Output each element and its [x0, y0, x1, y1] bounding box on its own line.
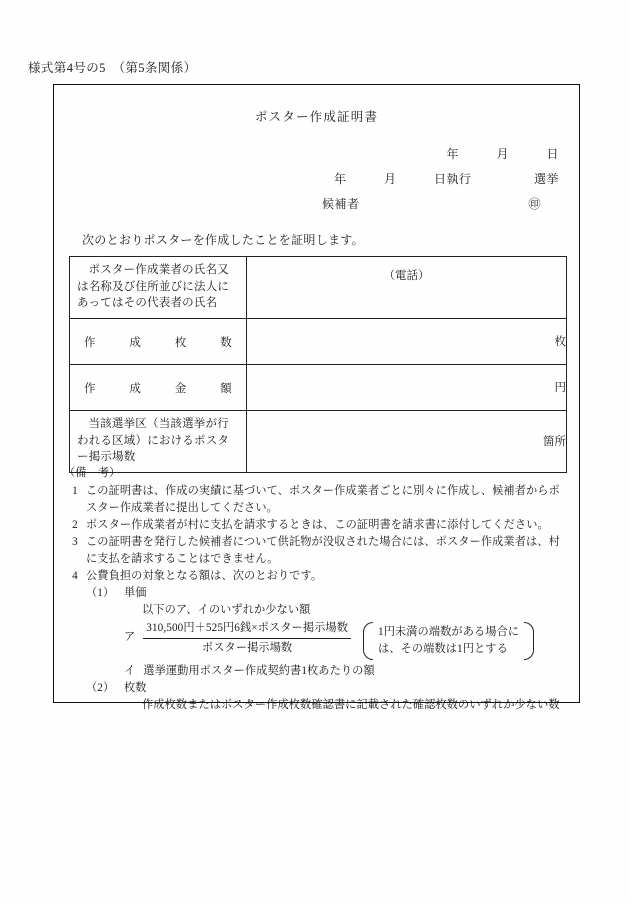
sub-item-label: 単価	[124, 587, 147, 600]
remark-line: この証明書は、作成の実績に基づいて、ポスター作成業者ごとに別々に作成し、候補者からポ	[86, 485, 560, 498]
contractor-name-label: ポスター作成業者の氏名又は名称及び住所並びに法人にあってはその代表者の氏名	[77, 264, 230, 310]
rounding-note-line: 1円未満の端数がある場合に	[378, 626, 520, 639]
page-title: ポスター作成証明書	[254, 110, 379, 124]
candidate-line	[322, 195, 541, 212]
poster-board-count-value-cell[interactable]	[247, 411, 567, 473]
poster-board-count-unit: 箇所	[543, 435, 566, 448]
form-number-heading: 様式第4号の5 （第5条関係）	[28, 61, 197, 75]
remark-line: に支払を請求することはできません。	[86, 553, 279, 566]
remark-note	[64, 534, 569, 568]
remark-number: 3	[72, 536, 78, 549]
formula-marker-a: ア	[124, 631, 136, 644]
remark-note	[64, 517, 569, 534]
amount-unit: 円	[554, 381, 566, 394]
label-char: 額	[220, 382, 232, 395]
unit-price-item-i	[124, 663, 569, 680]
rounding-note-line: は、その端数は1円とする	[378, 642, 508, 655]
remark-text	[86, 517, 569, 534]
table-row	[70, 411, 567, 473]
table-row	[70, 365, 567, 411]
remarks-section	[64, 465, 569, 714]
row-label-cell	[70, 319, 247, 365]
amount-label	[70, 380, 246, 396]
unit-price-intro: 以下のア、イのいずれか少ない額	[142, 604, 311, 617]
sub-item-count	[86, 680, 569, 697]
remark-text	[86, 568, 569, 585]
row-label-cell	[70, 411, 247, 473]
sub-item-unit-price	[86, 585, 569, 602]
poster-board-count-label: 当該選挙区（当該選挙が行われる区域）におけるポスター掲示場数	[77, 418, 230, 464]
bracket-right-icon	[524, 622, 534, 660]
sub-item-number: （1）	[86, 587, 115, 600]
phone-label: （電話）	[383, 269, 430, 282]
remark-line: 公費負担の対象となる額は、次のとおりです。	[86, 570, 323, 583]
label-char: 成	[129, 382, 142, 395]
seal-icon: ㊞	[528, 197, 541, 211]
remark-note	[64, 568, 569, 585]
contractor-name-value-cell[interactable]	[247, 257, 567, 319]
label-char: 作	[84, 382, 96, 395]
issue-date-line: 年 月 日	[446, 147, 559, 161]
row-label-cell	[70, 365, 247, 411]
label-char: 成	[129, 336, 142, 349]
remark-line: この証明書を発行した候補者について供託物が没収された場合には、ポスター作成業者は、村	[86, 536, 560, 549]
remark-text	[86, 483, 569, 517]
label-char: 数	[220, 336, 232, 349]
candidate-label: 候補者	[322, 197, 360, 211]
rounding-note	[363, 622, 534, 660]
formula-numerator: 310,500円＋525円6銭×ポスター掲示場数	[143, 620, 351, 639]
sheet-count-label	[70, 334, 246, 350]
row-label-cell	[70, 257, 247, 319]
formula-item-i-text: 選挙運動用ポスター作成契約書1枚あたりの額	[143, 664, 375, 677]
sub-item-label: 枚数	[124, 681, 147, 694]
unit-price-formula	[124, 620, 569, 660]
remark-line: スター作成業者に提出してください。	[86, 502, 278, 515]
formula-fraction	[143, 620, 351, 657]
rounding-note-text	[373, 622, 524, 660]
table-row	[70, 319, 567, 365]
sub-item-number: （2）	[86, 681, 115, 694]
formula-marker-i: イ	[124, 664, 136, 677]
poster-data-table	[69, 256, 567, 473]
sheet-count-unit: 枚	[554, 335, 566, 348]
bracket-left-icon	[363, 622, 373, 660]
amount-value-cell[interactable]	[247, 365, 567, 411]
count-rule-text: 作成枚数またはポスター作成枚数確認書に記載された確認枚数のいずれか少ない数	[142, 698, 560, 711]
remark-text	[86, 534, 569, 568]
label-char: 枚	[174, 336, 187, 349]
sheet-count-value-cell[interactable]	[247, 319, 567, 365]
remark-number: 1	[72, 485, 78, 498]
certificate-frame	[53, 84, 580, 711]
remarks-heading: （備 考）	[64, 467, 121, 479]
remark-line: ポスター作成業者が村に支払を請求するときは、この証明書を請求書に添付してください。	[86, 519, 549, 532]
election-date-line: 年 月 日執行 選挙	[333, 172, 559, 186]
label-char: 作	[84, 336, 96, 349]
label-char: 金	[174, 382, 187, 395]
formula-denominator: ポスター掲示場数	[201, 642, 293, 655]
remark-note	[64, 483, 569, 517]
certification-statement: 次のとおりポスターを作成したことを証明します。	[82, 233, 364, 247]
remark-number: 2	[72, 519, 78, 532]
remark-number: 4	[72, 570, 78, 583]
table-row	[70, 257, 567, 319]
